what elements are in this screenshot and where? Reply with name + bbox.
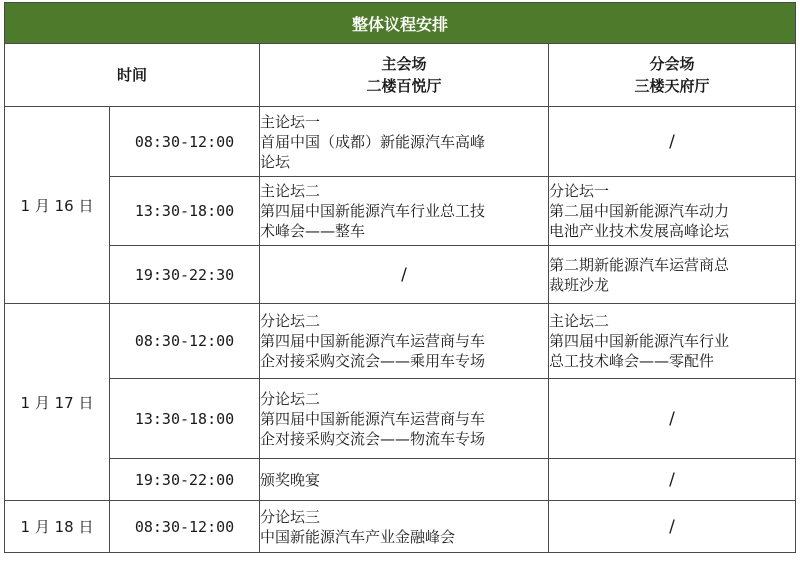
main-venue-cell bbox=[260, 501, 549, 553]
date-cell: 1 月 17 日 bbox=[5, 304, 110, 501]
time-cell: 13:30-18:00 bbox=[110, 379, 260, 459]
empty-slot-marker: / bbox=[669, 516, 675, 537]
time-cell: 08:30-12:00 bbox=[110, 304, 260, 379]
main-venue-cell bbox=[260, 459, 549, 501]
session-line: 分论坛三 bbox=[260, 507, 321, 526]
main-venue-cell bbox=[260, 107, 549, 177]
time-cell: 08:30-12:00 bbox=[110, 107, 260, 177]
sub-venue-cell bbox=[549, 177, 796, 246]
session-line: 第四届中国新能源汽车运营商与车 bbox=[260, 332, 486, 350]
sub-venue-room: 三楼天府厅 bbox=[634, 77, 710, 95]
session-line: 论坛 bbox=[260, 152, 291, 171]
time-cell: 08:30-12:00 bbox=[110, 501, 260, 553]
session-line: 企对接采购交流会——乘用车专场 bbox=[260, 352, 486, 370]
session-line: 分论坛二 bbox=[260, 312, 321, 330]
sub-venue-header bbox=[549, 44, 796, 107]
main-venue-room: 二楼百悦厅 bbox=[366, 77, 442, 95]
main-venue-cell bbox=[260, 304, 549, 379]
sub-venue-cell bbox=[549, 379, 796, 459]
session-line: 第四届中国新能源汽车行业总工技 bbox=[260, 202, 486, 220]
header-row bbox=[5, 44, 796, 107]
sub-venue-cell bbox=[549, 246, 796, 304]
time-header: 时间 bbox=[5, 44, 260, 107]
session-line: 电池产业技术发展高峰论坛 bbox=[549, 222, 730, 240]
session-line: 第二期新能源汽车运营商总 bbox=[549, 255, 730, 274]
session-line: 颁奖晚宴 bbox=[260, 470, 321, 489]
session-line: 术峰会——整车 bbox=[260, 222, 366, 240]
sub-venue-cell bbox=[549, 304, 796, 379]
agenda-row bbox=[5, 246, 796, 304]
session-line: 第四届中国新能源汽车行业 bbox=[549, 332, 730, 350]
session-line: 第二届中国新能源汽车动力 bbox=[549, 202, 730, 220]
main-venue-header bbox=[260, 44, 549, 107]
main-venue-label: 主会场 bbox=[381, 55, 427, 73]
agenda-row bbox=[5, 501, 796, 553]
session-line: 裁班沙龙 bbox=[549, 275, 610, 294]
session-line: 分论坛二 bbox=[260, 389, 321, 408]
time-cell: 19:30-22:30 bbox=[110, 246, 260, 304]
sub-venue-cell bbox=[549, 459, 796, 501]
agenda-row bbox=[5, 107, 796, 177]
session-line: 企对接采购交流会——物流车专场 bbox=[260, 429, 486, 448]
time-cell: 19:30-22:00 bbox=[110, 459, 260, 501]
session-line: 第四届中国新能源汽车运营商与车 bbox=[260, 409, 486, 428]
title-row bbox=[5, 3, 796, 44]
time-cell: 13:30-18:00 bbox=[110, 177, 260, 246]
agenda-row bbox=[5, 459, 796, 501]
empty-slot-marker: / bbox=[669, 469, 675, 490]
agenda-table bbox=[4, 2, 796, 553]
agenda-body bbox=[5, 107, 796, 553]
session-line: 首届中国（成都）新能源汽车高峰 bbox=[260, 132, 486, 151]
main-venue-cell bbox=[260, 246, 549, 304]
session-line: 主论坛二 bbox=[260, 182, 321, 200]
session-line: 总工技术峰会——零配件 bbox=[549, 352, 715, 370]
agenda-row bbox=[5, 304, 796, 379]
sub-venue-cell bbox=[549, 501, 796, 553]
empty-slot-marker: / bbox=[669, 131, 675, 152]
empty-slot-marker: / bbox=[669, 408, 675, 429]
empty-slot-marker: / bbox=[401, 264, 407, 285]
date-cell: 1 月 18 日 bbox=[5, 501, 110, 553]
sub-venue-label: 分会场 bbox=[649, 55, 695, 73]
sub-venue-cell bbox=[549, 107, 796, 177]
agenda-row bbox=[5, 177, 796, 246]
session-line: 主论坛二 bbox=[549, 312, 610, 330]
session-line: 分论坛一 bbox=[549, 182, 610, 200]
session-line: 主论坛一 bbox=[260, 112, 321, 131]
main-venue-cell bbox=[260, 379, 549, 459]
session-line: 中国新能源汽车产业金融峰会 bbox=[260, 527, 456, 546]
table-title: 整体议程安排 bbox=[5, 3, 796, 44]
date-cell: 1 月 16 日 bbox=[5, 107, 110, 304]
main-venue-cell bbox=[260, 177, 549, 246]
agenda-row bbox=[5, 379, 796, 459]
